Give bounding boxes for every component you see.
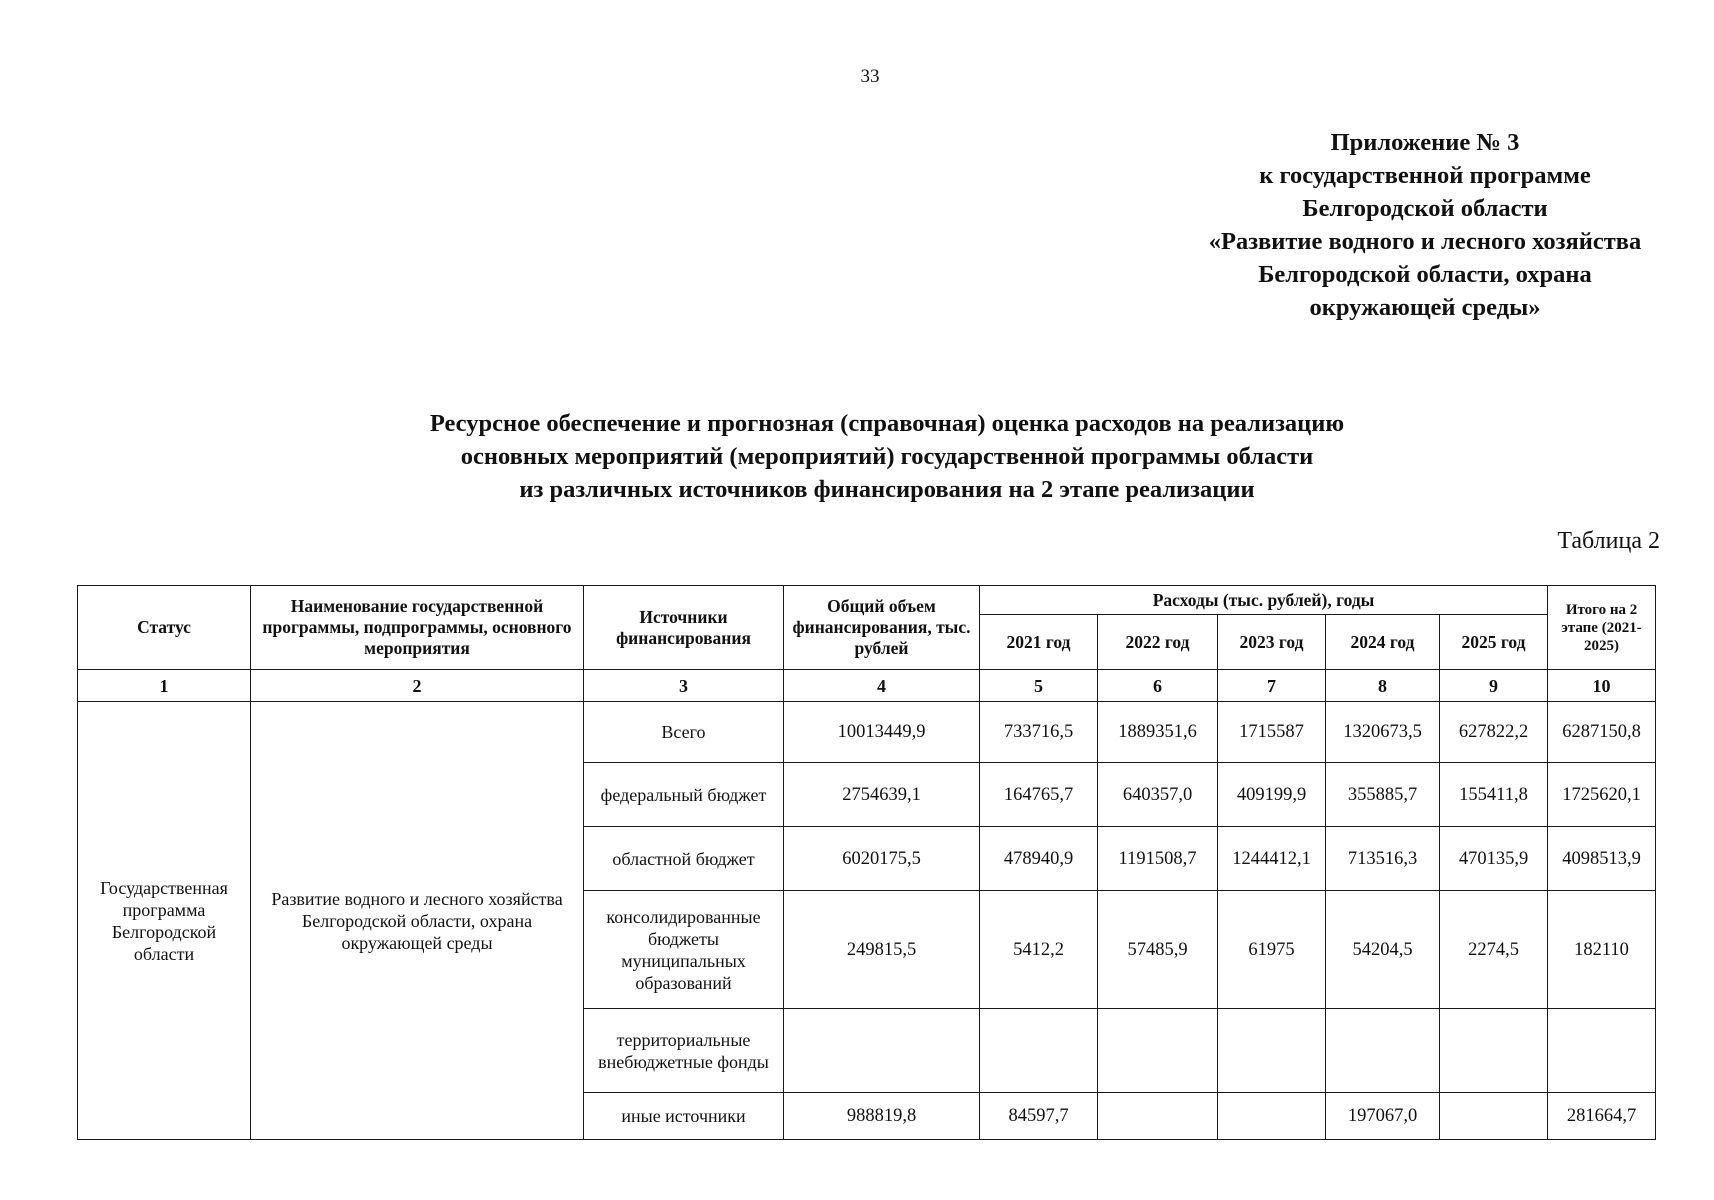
year-cell: 470135,9 [1440, 827, 1548, 891]
source-cell: консолидированные бюджеты муниципальных образований [584, 891, 784, 1009]
year-cell: 2274,5 [1440, 891, 1548, 1009]
appendix-line: Белгородской области, охрана [1258, 261, 1592, 288]
total-cell: 249815,5 [784, 891, 980, 1009]
year-cell: 640357,0 [1098, 763, 1218, 827]
year-cell [1098, 1093, 1218, 1140]
column-number: 2 [251, 670, 584, 702]
source-cell: областной бюджет [584, 827, 784, 891]
document-title [260, 407, 1514, 506]
year-cell: 627822,2 [1440, 702, 1548, 763]
year-cell: 713516,3 [1326, 827, 1440, 891]
source-cell: федеральный бюджет [584, 763, 784, 827]
header-stage-total: Итого на 2 этапе (2021-2025) [1548, 586, 1656, 670]
header-total: Общий объем финансирования, тыс. рублей [784, 586, 980, 670]
column-number: 10 [1548, 670, 1656, 702]
column-number: 5 [980, 670, 1098, 702]
year-cell [1098, 1009, 1218, 1093]
year-cell [1218, 1093, 1326, 1140]
column-number: 8 [1326, 670, 1440, 702]
header-year: 2023 год [1218, 615, 1326, 670]
source-cell: иные источники [584, 1093, 784, 1140]
financing-table [77, 585, 1656, 1140]
title-line: основных мероприятий (мероприятий) государственной программы области [460, 443, 1314, 470]
title-line: из различных источников финансирования на 2 этапе реализации [519, 476, 1255, 503]
year-cell: 733716,5 [980, 702, 1098, 763]
appendix-line: окружающей среды» [1309, 294, 1541, 321]
stage-total-cell: 4098513,9 [1548, 827, 1656, 891]
stage-total-cell: 281664,7 [1548, 1093, 1656, 1140]
year-cell: 1244412,1 [1218, 827, 1326, 891]
header-name: Наименование государственной программы, подпрограммы, основного мероприятия [251, 586, 584, 670]
total-cell: 2754639,1 [784, 763, 980, 827]
total-cell: 6020175,5 [784, 827, 980, 891]
header-sources: Источники финансирования [584, 586, 784, 670]
year-cell: 1320673,5 [1326, 702, 1440, 763]
year-cell [1218, 1009, 1326, 1093]
column-number: 6 [1098, 670, 1218, 702]
year-cell: 1715587 [1218, 702, 1326, 763]
year-cell: 155411,8 [1440, 763, 1548, 827]
appendix-line: Приложение № 3 [1330, 129, 1520, 156]
year-cell: 84597,7 [980, 1093, 1098, 1140]
year-cell [980, 1009, 1098, 1093]
status-cell: Государственная программа Белгородской области [78, 702, 251, 1140]
appendix-line: к государственной программе [1259, 162, 1591, 189]
year-cell [1440, 1093, 1548, 1140]
year-cell: 409199,9 [1218, 763, 1326, 827]
appendix-line: Белгородской области [1302, 195, 1548, 222]
year-cell: 57485,9 [1098, 891, 1218, 1009]
year-cell: 355885,7 [1326, 763, 1440, 827]
column-number: 3 [584, 670, 784, 702]
header-year: 2024 год [1326, 615, 1440, 670]
total-cell: 10013449,9 [784, 702, 980, 763]
year-cell: 1889351,6 [1098, 702, 1218, 763]
stage-total-cell: 1725620,1 [1548, 763, 1656, 827]
header-status: Статус [78, 586, 251, 670]
stage-total-cell [1548, 1009, 1656, 1093]
stage-total-cell: 6287150,8 [1548, 702, 1656, 763]
header-expenses: Расходы (тыс. рублей), годы [980, 586, 1548, 615]
column-number: 1 [78, 670, 251, 702]
appendix-line: «Развитие водного и лесного хозяйства [1208, 228, 1642, 255]
column-number: 7 [1218, 670, 1326, 702]
table-row [78, 702, 1656, 763]
year-cell: 61975 [1218, 891, 1326, 1009]
year-cell: 5412,2 [980, 891, 1098, 1009]
year-cell: 54204,5 [1326, 891, 1440, 1009]
program-name-cell: Развитие водного и лесного хозяйства Белгородской области, охрана окружающей среды [251, 702, 584, 1140]
column-number: 9 [1440, 670, 1548, 702]
year-cell: 478940,9 [980, 827, 1098, 891]
stage-total-cell: 182110 [1548, 891, 1656, 1009]
year-cell [1440, 1009, 1548, 1093]
header-year: 2025 год [1440, 615, 1548, 670]
title-line: Ресурсное обеспечение и прогнозная (справочная) оценка расходов на реализацию [429, 410, 1345, 437]
total-cell [784, 1009, 980, 1093]
header-year: 2021 год [980, 615, 1098, 670]
appendix-header [1040, 126, 1714, 324]
page-number: 33 [860, 66, 880, 87]
year-cell: 1191508,7 [1098, 827, 1218, 891]
year-cell [1326, 1009, 1440, 1093]
source-cell: территориальные внебюджетные фонды [584, 1009, 784, 1093]
total-cell: 988819,8 [784, 1093, 980, 1140]
column-number: 4 [784, 670, 980, 702]
table-caption: Таблица 2 [1557, 528, 1660, 554]
year-cell: 197067,0 [1326, 1093, 1440, 1140]
year-cell: 164765,7 [980, 763, 1098, 827]
source-cell: Всего [584, 702, 784, 763]
header-year: 2022 год [1098, 615, 1218, 670]
